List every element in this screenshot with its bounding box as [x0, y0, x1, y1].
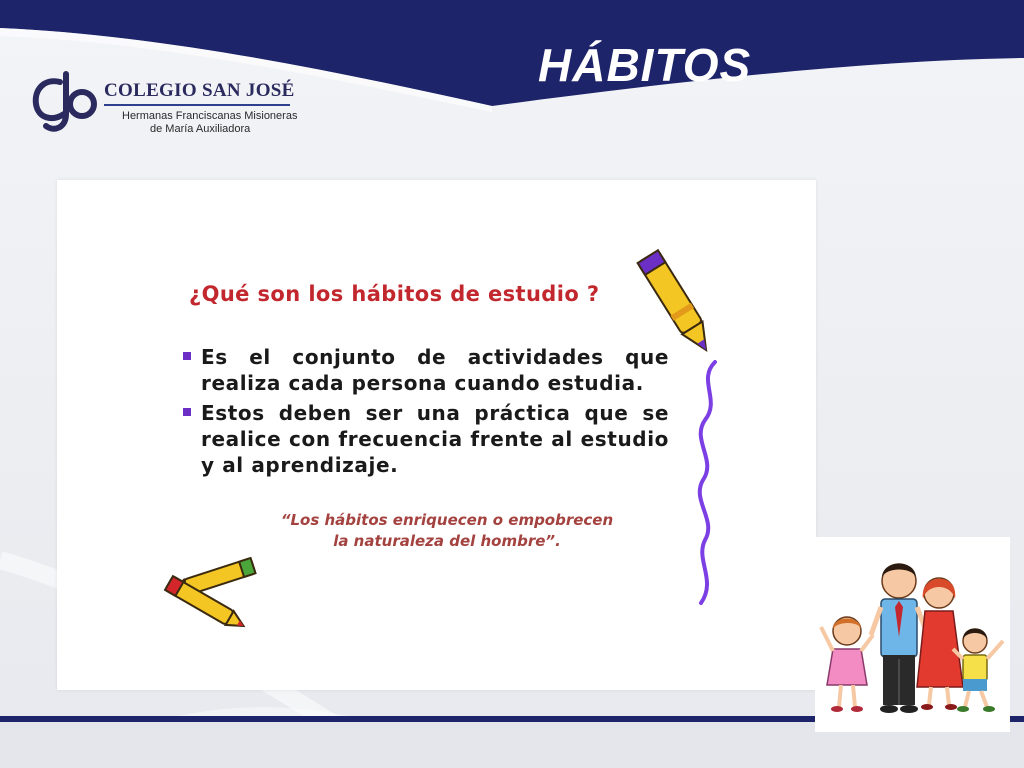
school-name: COLEGIO SAN JOSÉ [104, 80, 295, 101]
square-bullet-icon [183, 352, 191, 360]
girl-figure [821, 617, 873, 712]
bullet-list [181, 344, 669, 482]
quote-line1: “Los hábitos enriquecen o empobrecen [280, 511, 614, 529]
school-logo [30, 70, 310, 140]
cjo-monogram-icon [30, 70, 100, 136]
bullet-item [181, 344, 669, 396]
bullet-item [181, 400, 669, 478]
purple-squiggle-line [687, 360, 727, 605]
cartoon-family-illustration [815, 537, 1010, 732]
logo-subtitle-line2: de María Auxiliadora [150, 123, 251, 135]
bullet-text: Es el conjunto de actividades que realiza cada persona cuando estudia. [201, 345, 669, 395]
family-illustration-card [815, 537, 1010, 732]
slide-card [57, 180, 816, 690]
square-bullet-icon [183, 408, 191, 416]
crossed-crayons-icon [145, 548, 275, 638]
bullet-text: Estos deben ser una práctica que se realice con frecuencia frente al estudio y al aprendizaje. [201, 401, 669, 477]
page-title: HÁBITOS [538, 39, 752, 91]
mother-figure [917, 578, 963, 710]
logo-subtitle-line1: Hermanas Franciscanas Misioneras [122, 110, 298, 122]
father-figure [871, 564, 927, 714]
quote [247, 510, 647, 552]
quote-line2: la naturaleza del hombre”. [333, 532, 561, 550]
yellow-crayon-icon [633, 240, 723, 370]
slide-question: ¿Qué son los hábitos de estudio ? [189, 282, 600, 306]
logo-divider [104, 104, 290, 106]
